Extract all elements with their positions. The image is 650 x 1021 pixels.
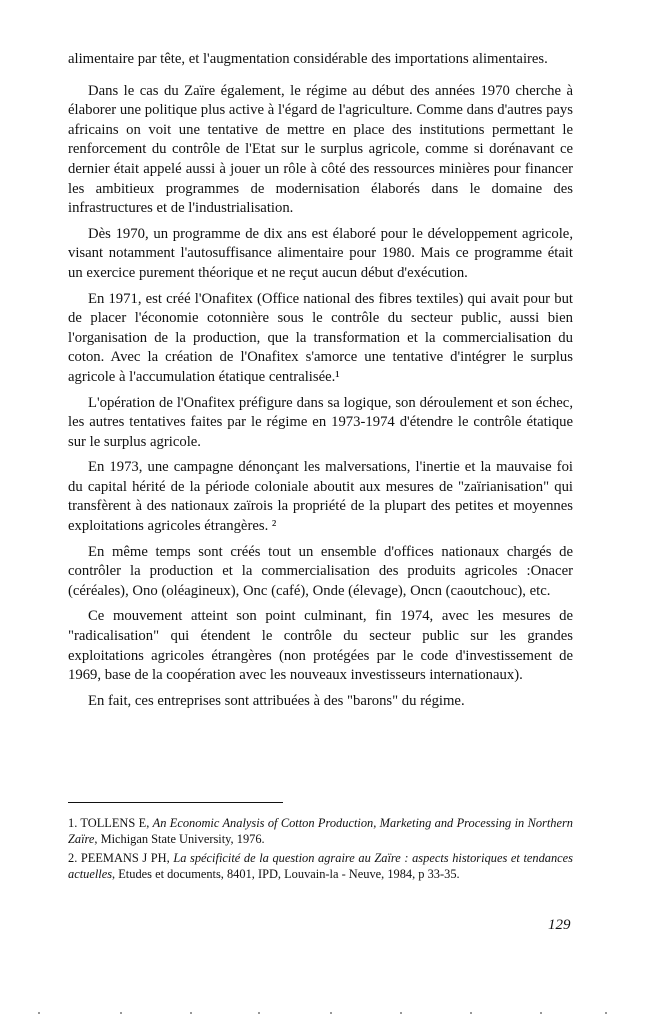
scan-speck [38, 1012, 40, 1014]
paragraph-onafitex: En 1971, est créé l'Onafitex (Office national des fibres textiles) qui avait pour but de placer l'économie cotonnière sous le contrôle du secteur public, aussi bien l'organisation de la production, que la transformation et la commercialisation du coton. Avec la création de l'Onafitex s'amorce une tentative d'intégrer le surplus agricole à l'accumulation étatique centralisée.¹ [68, 290, 573, 385]
scan-speck [540, 1012, 542, 1014]
paragraph-zairianisation: En 1973, une campagne dénonçant les malversations, l'inertie et la mauvaise foi du capital hérité de la période coloniale aboutit aux mesures de "zaïrianisation" qui transfèrent à des nationaux zaïrois la propriété de la plupart des petites et moyennes exploitations agricoles étrangères. ² [68, 459, 573, 535]
paragraph-continuation: alimentaire par tête, et l'augmentation considérable des importations alimentaires. [68, 51, 548, 67]
footnote-1: 1. TOLLENS E, An Economic Analysis of Cotton Production, Marketing and Processing in Northern Zaïre, Michigan State University, 1976. [68, 816, 574, 847]
footnotes [68, 815, 573, 885]
paragraph-barons: En fait, ces entreprises sont attribuées à des "barons" du régime. [88, 692, 465, 709]
body-text [68, 50, 573, 717]
paragraph-ten-year-program: Dès 1970, un programme de dix ans est élaboré pour le développement agricole, visant notamment l'autosuffisance alimentaire pour 1980. Mais ce programme était un exercice purement théorique et ne reçut aucun début d'exécution. [68, 225, 573, 281]
footnote-1-title: An Economic Analysis of Cotton Production, Marketing and Processing in Northern Zaïre [68, 816, 574, 847]
page-number: 129 [548, 917, 571, 933]
scan-speck [258, 1012, 260, 1014]
paragraph-national-offices: En même temps sont créés tout un ensemble d'offices nationaux chargés de contrôler la production et la commercialisation des produits agricoles :Onacer (céréales), Ono (oléagineux), Onc (café), Onde (élevage), Oncn (caoutchouc), etc. [68, 543, 573, 599]
scan-speck [120, 1012, 122, 1014]
scan-speck [605, 1012, 607, 1014]
paragraph-zaire-policy: Dans le cas du Zaïre également, le régime au début des années 1970 cherche à élaborer une politique plus active à l'égard de l'agriculture. Comme dans d'autres pays africains on voit une tentative de mettre en place des institutions permettant le renforcement du contrôle de l'Etat sur le surplus agricole, comme si dorénavant ce dernier était appelé aussi à jouer un rôle à côté des ressources minières pour financer les ambitieux programmes de modernisation élaborés dans le domaine des infrastructures et de l'industrialisation. [68, 82, 573, 217]
scan-speck [190, 1012, 192, 1014]
footnote-2: 2. PEEMANS J PH, La spécificité de la question agraire au Zaïre : aspects historiques et tendances actuelles, Etudes et documents, 8401, IPD, Louvain-la - Neuve, 1984, p 33-35. [68, 850, 573, 882]
footnote-2-title: La spécificité de la question agraire au Zaïre : aspects historiques et tendances actuelles [68, 850, 573, 882]
footnote-divider [68, 802, 283, 803]
paragraph-radicalisation: Ce mouvement atteint son point culminant, fin 1974, avec les mesures de "radicalisation" qui étendent le contrôle du secteur public sur les grandes exploitations agricoles étrangères (non protégées par le code d'investissement de 1969, base de la coopération avec les nouveaux investisseurs internationaux). [68, 608, 573, 684]
scan-speck [330, 1012, 332, 1014]
scan-speck [400, 1012, 402, 1014]
paragraph-onafitex-operation: L'opération de l'Onafitex préfigure dans sa logique, son déroulement et son échec, les autres tentatives faites par le régime en 1973-1974 d'étendre le contrôle étatique sur le surplus agricole. [68, 394, 573, 450]
scan-speck [470, 1012, 472, 1014]
